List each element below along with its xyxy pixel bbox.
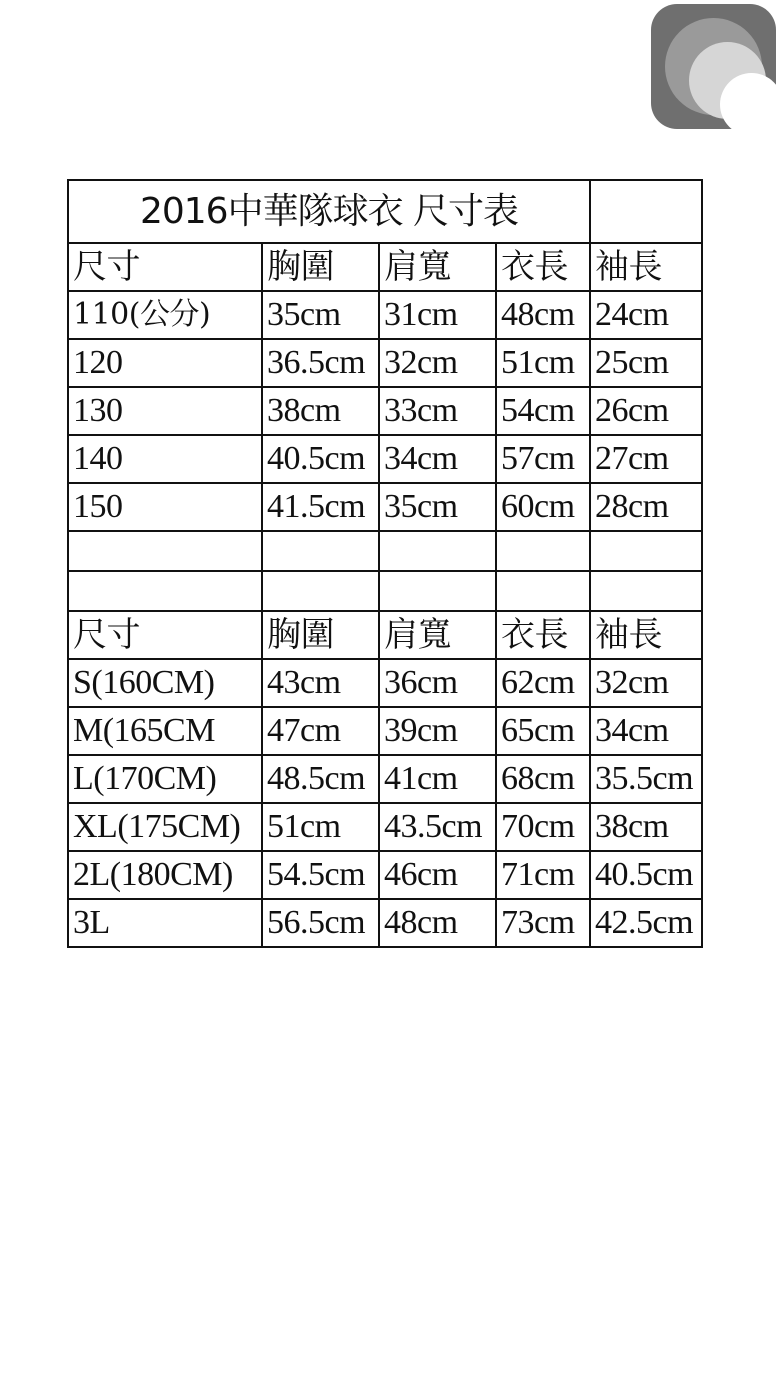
kids-row [68, 291, 702, 339]
assistive-touch-button[interactable] [651, 4, 776, 129]
cell-sleeve: 42.5cm [590, 899, 702, 947]
cell-chest: 54.5cm [262, 851, 379, 899]
empty-cell [590, 180, 702, 243]
header-sleeve: 袖長 [590, 243, 702, 291]
header-length: 衣長 [496, 243, 590, 291]
table-body [68, 180, 702, 947]
cell-sleeve: 28cm [590, 483, 702, 531]
header-size: 尺寸 [68, 611, 262, 659]
cell-chest: 56.5cm [262, 899, 379, 947]
cell-sleeve: 34cm [590, 707, 702, 755]
adult-row [68, 899, 702, 947]
cell-chest: 48.5cm [262, 755, 379, 803]
header-chest: 胸圍 [262, 611, 379, 659]
kids-row [68, 387, 702, 435]
cell-size: 150 [68, 483, 262, 531]
cell-chest: 43cm [262, 659, 379, 707]
kids-row [68, 435, 702, 483]
cell-length: 48cm [496, 291, 590, 339]
cell-chest: 41.5cm [262, 483, 379, 531]
cell-chest: 35cm [262, 291, 379, 339]
cell-length: 71cm [496, 851, 590, 899]
cell-chest: 38cm [262, 387, 379, 435]
cell-sleeve: 24cm [590, 291, 702, 339]
cell-chest: 51cm [262, 803, 379, 851]
cell-shoulder: 35cm [379, 483, 496, 531]
cell-size: 3L [68, 899, 262, 947]
cell-length: 60cm [496, 483, 590, 531]
header-size: 尺寸 [68, 243, 262, 291]
assistive-touch-icon [665, 18, 762, 115]
cell-sleeve: 25cm [590, 339, 702, 387]
cell-chest: 36.5cm [262, 339, 379, 387]
cell-shoulder: 39cm [379, 707, 496, 755]
kids-row [68, 339, 702, 387]
cell-length: 51cm [496, 339, 590, 387]
header-sleeve: 袖長 [590, 611, 702, 659]
adult-row [68, 755, 702, 803]
cell-shoulder: 36cm [379, 659, 496, 707]
cell-sleeve: 26cm [590, 387, 702, 435]
kids-row [68, 483, 702, 531]
adult-row [68, 851, 702, 899]
cell-shoulder: 31cm [379, 291, 496, 339]
cell-size: 140 [68, 435, 262, 483]
cell-size: XL(175CM) [68, 803, 262, 851]
cell-size: S(160CM) [68, 659, 262, 707]
cell-sleeve: 40.5cm [590, 851, 702, 899]
cell-sleeve: 38cm [590, 803, 702, 851]
cell-chest: 47cm [262, 707, 379, 755]
cell-size: 2L(180CM) [68, 851, 262, 899]
cell-shoulder: 43.5cm [379, 803, 496, 851]
table-title: 2016中華隊球衣 尺寸表 [68, 180, 590, 243]
header-shoulder: 肩寬 [379, 243, 496, 291]
cell-size: L(170CM) [68, 755, 262, 803]
cell-shoulder: 32cm [379, 339, 496, 387]
cell-shoulder: 48cm [379, 899, 496, 947]
cell-length: 65cm [496, 707, 590, 755]
cell-length: 70cm [496, 803, 590, 851]
blank-row [68, 571, 702, 611]
cell-length: 62cm [496, 659, 590, 707]
cell-length: 54cm [496, 387, 590, 435]
adult-row [68, 803, 702, 851]
cell-length: 57cm [496, 435, 590, 483]
cell-shoulder: 34cm [379, 435, 496, 483]
title-row [68, 180, 702, 243]
cell-sleeve: 35.5cm [590, 755, 702, 803]
cell-chest: 40.5cm [262, 435, 379, 483]
cell-size: 110(公分) [68, 291, 262, 339]
header-chest: 胸圍 [262, 243, 379, 291]
cell-length: 68cm [496, 755, 590, 803]
cell-shoulder: 41cm [379, 755, 496, 803]
cell-size: M(165CM [68, 707, 262, 755]
cell-shoulder: 46cm [379, 851, 496, 899]
cell-length: 73cm [496, 899, 590, 947]
adult-header-row [68, 611, 702, 659]
adult-row [68, 659, 702, 707]
cell-shoulder: 33cm [379, 387, 496, 435]
header-shoulder: 肩寬 [379, 611, 496, 659]
header-length: 衣長 [496, 611, 590, 659]
size-table [67, 179, 703, 948]
kids-header-row [68, 243, 702, 291]
adult-row [68, 707, 702, 755]
cell-size: 130 [68, 387, 262, 435]
cell-sleeve: 32cm [590, 659, 702, 707]
cell-sleeve: 27cm [590, 435, 702, 483]
blank-row [68, 531, 702, 571]
cell-size: 120 [68, 339, 262, 387]
